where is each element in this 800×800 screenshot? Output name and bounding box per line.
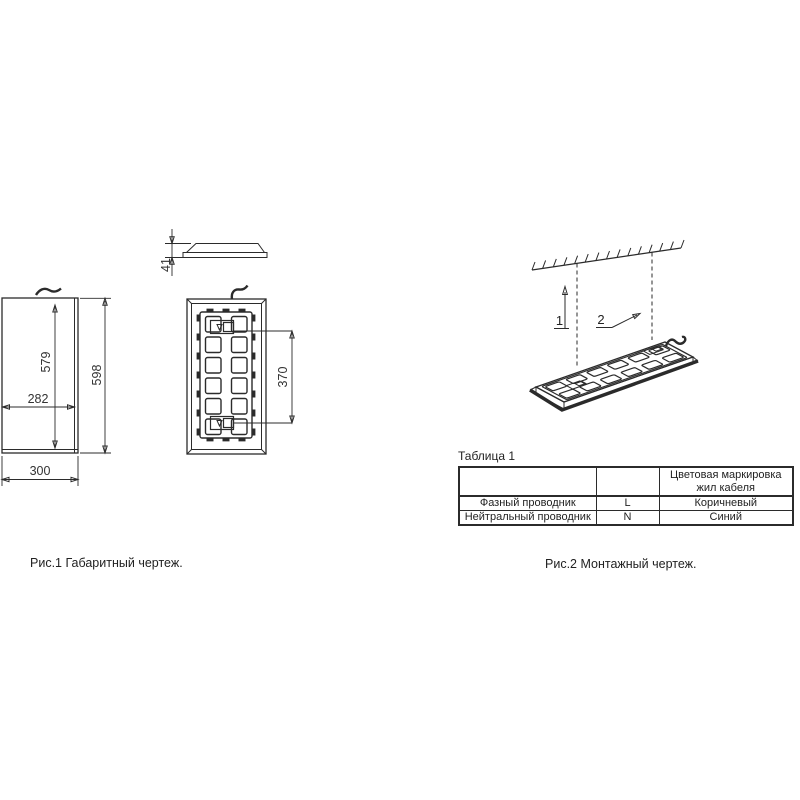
callout-label-2: 2 (597, 312, 605, 327)
conductor-name: Фазный проводник (459, 496, 596, 511)
back-view (187, 286, 266, 455)
cable-icon (36, 289, 61, 296)
conductor-code: N (596, 511, 659, 526)
dimension-label-41: 41 (159, 258, 173, 272)
dimension-label-579: 579 (39, 351, 53, 373)
figure1-caption: Рис.1 Габаритный чертеж. (30, 556, 183, 570)
profile-body (187, 244, 265, 253)
header-cell-empty-1 (459, 467, 596, 496)
cable-icon (232, 286, 248, 300)
figure2-caption: Рис.2 Монтажный чертеж. (545, 557, 697, 571)
dimension-label-300: 300 (29, 464, 51, 478)
front-outline (2, 298, 78, 453)
grid-tabs-top-bottom (207, 310, 246, 440)
conductor-color: Коричневый (659, 496, 793, 511)
ceiling-hatching (532, 240, 684, 270)
dimension-label-370: 370 (276, 366, 290, 388)
header-cell-color-marking: Цветовая маркировка жил кабеля (659, 467, 793, 496)
header-cell-empty-2 (596, 467, 659, 496)
conductor-color: Синий (659, 511, 793, 526)
ceiling (532, 240, 684, 270)
callout-label-1: 1 (555, 313, 564, 328)
table-row-phase (459, 496, 793, 511)
dimension-579 (53, 305, 57, 448)
front-inner-edges (2, 298, 78, 453)
table-row-neutral (459, 511, 793, 526)
profile-flange (183, 253, 267, 258)
panel-isometric (530, 337, 698, 410)
dimension-label-598: 598 (90, 364, 104, 386)
table-title: Таблица 1 (458, 449, 516, 463)
wiring-table (458, 466, 794, 526)
conductor-name: Нейтральный проводник (459, 511, 596, 526)
profile-view (183, 244, 267, 258)
dimension-label-282: 282 (27, 392, 49, 406)
table-header-row (459, 467, 793, 496)
conductor-code: L (596, 496, 659, 511)
